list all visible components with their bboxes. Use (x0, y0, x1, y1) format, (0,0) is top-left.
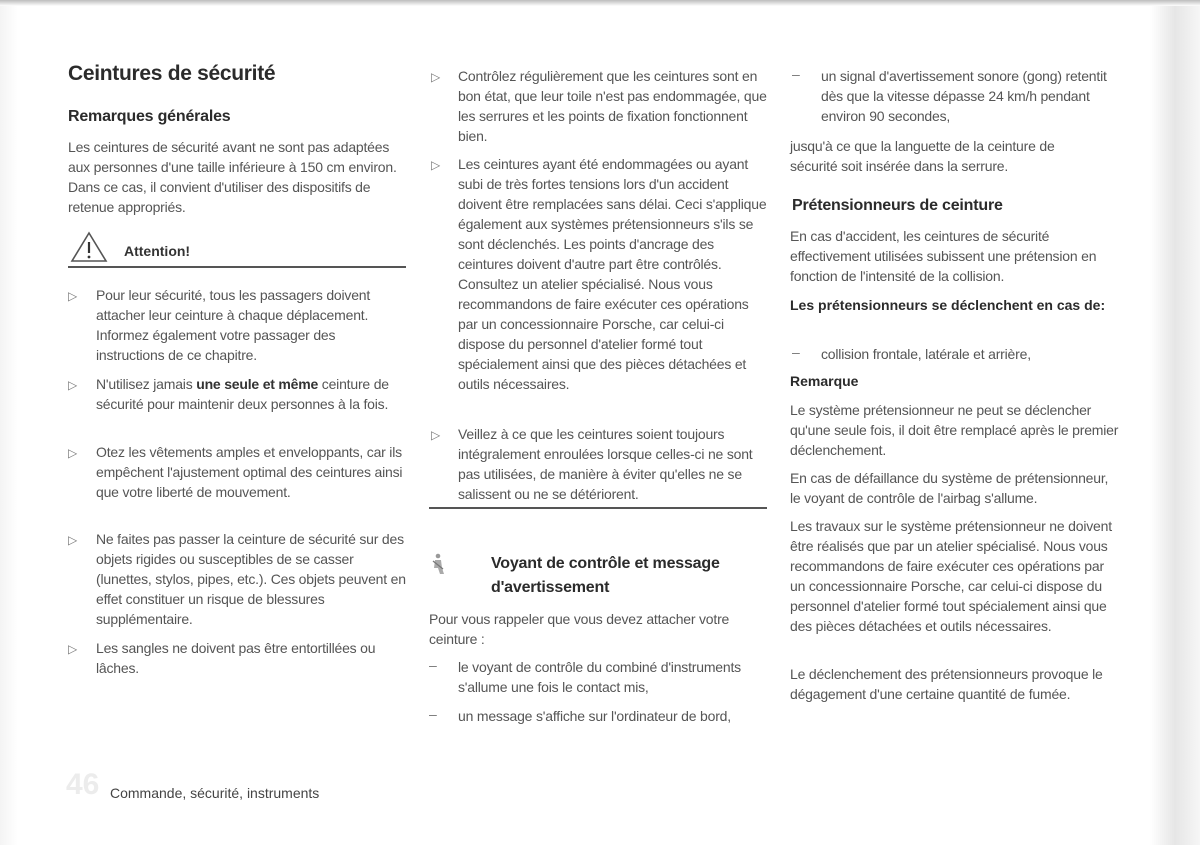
list-item: N'utilisez jamais une seule et même ceinture de sécurité pour maintenir deux personnes à la fois. (96, 376, 389, 412)
list-item: Contrôlez régulièrement que les ceintures sont en bon état, que leur toile n'est pas endommagée, que les serrures et les points de fixation fonctionnent bien. (458, 68, 767, 144)
list-item: Les sangles ne doivent pas être entortillées ou lâches. (96, 640, 376, 676)
list-item: Otez les vêtements amples et enveloppants, car ils empêchent l'ajustement optimal des ceintures ainsi que votre liberté de mouvement. (96, 444, 403, 500)
paragraph: En cas de défaillance du système de prétensionneur, le voyant de contrôle de l'airbag s'allume. (790, 470, 1109, 506)
warning-light-heading: Voyant de contrôle et message d'avertissement (491, 555, 720, 596)
dash-item: un message s'affiche sur l'ordinateur de bord, (458, 708, 731, 724)
bullet-icon: ▷ (68, 289, 78, 303)
dash-marker: – (429, 706, 437, 722)
warning-triangle-icon (70, 231, 108, 263)
bullet-icon: ▷ (68, 446, 78, 460)
intro-paragraph: Les ceintures de sécurité avant ne sont pas adaptées aux personnes d'une taille inférieure à 150 cm environ. Dans ce cas, il convient d'utiliser des dispositifs de retenue appropriés. (68, 139, 397, 215)
list-item: Pour leur sécurité, tous les passagers doivent attacher leur ceinture à chaque déplacement. Informez également votre passager des instructions de ce chapitre. (96, 287, 371, 363)
bullet-icon: ▷ (68, 378, 78, 392)
footer-section-title: Commande, sécurité, instruments (110, 785, 320, 801)
page-title: Ceintures de sécurité (68, 62, 276, 85)
list-item: Veillez à ce que les ceintures soient toujours intégralement enroulées lorsque celles-ci ne sont pas utilisées, de manière à éviter qu'elles ne se salissent ou ne se détériorent. (458, 426, 753, 502)
dash-marker: – (792, 344, 800, 360)
paragraph: Le système prétensionneur ne peut se déclencher qu'une seule fois, il doit être remplacé après le premier déclenchement. (790, 402, 1119, 458)
paragraph: Le déclenchement des prétensionneurs provoque le dégagement d'une certaine quantité de fumée. (790, 666, 1103, 702)
bullet-icon: ▷ (431, 70, 441, 84)
attention-rule (68, 266, 406, 268)
section-rule (429, 507, 767, 509)
dash-item: un signal d'avertissement sonore (gong) retentit dès que la vitesse dépasse 24 km/h pendant environ 90 secondes, (821, 68, 1107, 124)
dash-item: le voyant de contrôle du combiné d'instruments s'allume une fois le contact mis, (458, 659, 741, 695)
paragraph: Les travaux sur le système prétensionneur ne doivent être réalisés que par un atelier spécialisé. Nous vous recommandons de faire exécuter ces opérations par un concessionnaire Porsche, car celui-ci dispose du personnel d'atelier formé tout spécialement ainsi que des pièces détachées et outils nécessaires. (790, 518, 1112, 634)
list-item: Ne faites pas passer la ceinture de sécurité sur des objets rigides ou susceptibles de se casser (lunettes, stylos, pipes, etc.). Ces objets peuvent en effet constituer un risque de blessures supplémentaire. (96, 531, 406, 627)
attention-label: Attention! (124, 243, 191, 259)
section-heading-general: Remarques générales (68, 108, 231, 125)
remark-heading: Remarque (790, 373, 859, 389)
trigger-subheading: Les prétensionneurs se déclenchent en cas de: (790, 297, 1106, 313)
list-item: Les ceintures ayant été endommagées ou ayant subi de très fortes tensions lors d'un accident doivent être remplacées sans délai. Ceci s'applique également aux systèmes prétensionneurs s'ils se sont déclenchés. Les points d'ancrage des ceintures doivent d'autre part être contrôlés. Consultez un atelier spécialisé. Nous vous recommandons de faire exécuter ces opérations par un concessionnaire Porsche, car celui-ci dispose du personnel d'atelier formé tout spécialement ainsi que des pièces détachées et outils nécessaires. (458, 156, 767, 392)
reminder-intro: Pour vous rappeler que vous devez attacher votre ceinture : (429, 611, 730, 647)
pretensioner-heading: Prétensionneurs de ceinture (792, 197, 1003, 214)
page-top-edge (0, 0, 1200, 6)
page-number: 46 (66, 768, 100, 801)
bullet-icon: ▷ (68, 642, 78, 656)
dash-marker: – (792, 66, 800, 82)
paragraph: En cas d'accident, les ceintures de sécurité effectivement utilisées subissent une prétension en fonction de l'intensité de la collision. (790, 228, 1097, 284)
bullet-icon: ▷ (68, 533, 78, 547)
seatbelt-warning-icon (431, 553, 445, 575)
paragraph: jusqu'à ce que la languette de la ceinture de sécurité soit insérée dans la serrure. (790, 138, 1055, 174)
bullet-icon: ▷ (431, 158, 441, 172)
dash-item: collision frontale, latérale et arrière, (821, 346, 1031, 362)
dash-marker: – (429, 657, 437, 673)
bullet-icon: ▷ (431, 428, 441, 442)
